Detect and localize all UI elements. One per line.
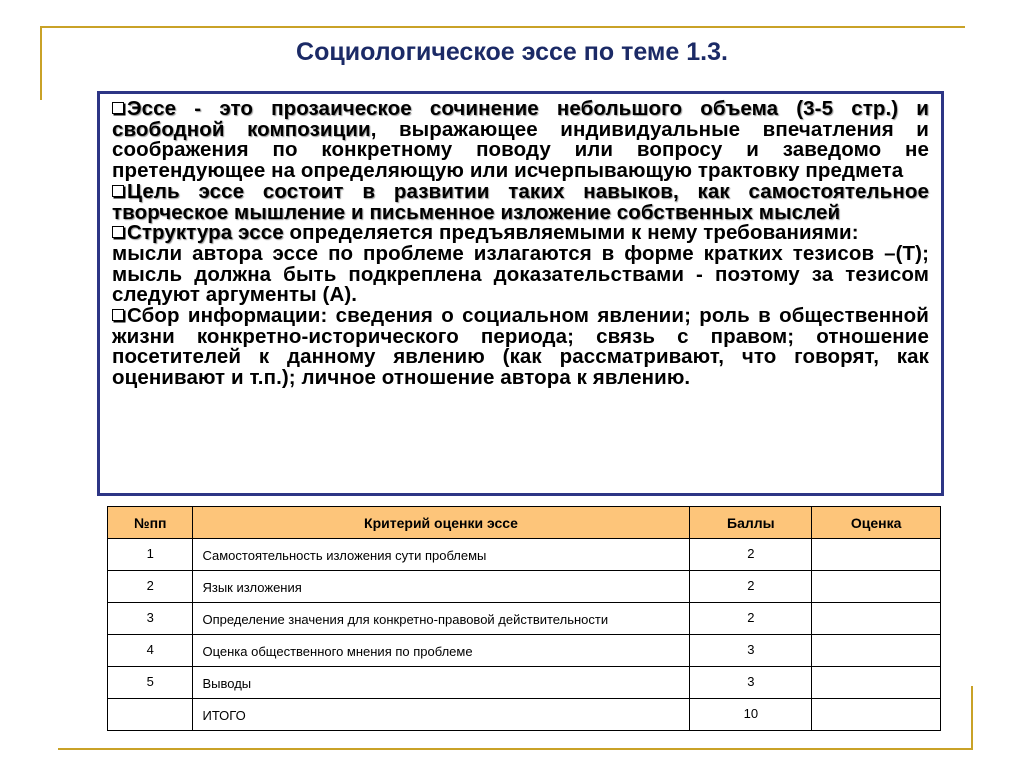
criteria-table <box>107 506 941 731</box>
table-row-total <box>108 699 941 731</box>
paragraph-definition <box>112 99 929 182</box>
row-num: 2 <box>108 571 193 603</box>
table-row <box>108 539 941 571</box>
page-title: Социологическое эссе по теме 1.3. <box>296 38 728 66</box>
paragraph-goal <box>112 179 929 224</box>
decorative-top-line <box>40 26 965 28</box>
goal-text: Цель эссе состоит в развитии таких навыков, как самостоятельное творческое мышление и письменное изложение собственных мыслей <box>112 179 929 224</box>
table-row <box>108 667 941 699</box>
row-score: 3 <box>690 635 812 667</box>
row-score: 2 <box>690 603 812 635</box>
decorative-right-line <box>971 686 973 749</box>
row-grade <box>812 603 941 635</box>
row-num: 4 <box>108 635 193 667</box>
row-num <box>108 699 193 731</box>
essay-text <box>112 99 929 389</box>
row-score: 10 <box>690 699 812 731</box>
row-grade <box>812 571 941 603</box>
header-num: №пп <box>108 507 193 539</box>
structure-rest-text: определяется предъявляемыми к нему требованиями: <box>283 221 859 245</box>
paragraph-structure <box>112 223 929 244</box>
row-score: 2 <box>690 539 812 571</box>
row-score: 3 <box>690 667 812 699</box>
row-criterion: Самостоятельность изложения сути проблемы <box>193 539 690 571</box>
checkbox-bullet-icon <box>112 226 124 238</box>
table-header-row <box>108 507 941 539</box>
paragraph-info-collection <box>112 306 929 389</box>
table-row <box>108 635 941 667</box>
row-grade <box>812 699 941 731</box>
checkbox-bullet-icon <box>112 185 124 197</box>
row-num: 1 <box>108 539 193 571</box>
row-num: 3 <box>108 603 193 635</box>
structure-bold-text: Структура эссе <box>127 221 284 245</box>
table-row <box>108 603 941 635</box>
header-score: Баллы <box>690 507 812 539</box>
row-criterion: ИТОГО <box>193 699 690 731</box>
header-grade: Оценка <box>812 507 941 539</box>
row-grade <box>812 539 941 571</box>
decorative-bottom-line <box>58 748 973 750</box>
definition-rest-text: , выражающее индивидуальные впечатления и соображения по конкретному поводу или вопросу и заведомо не претендующее на определяющую или исчерпывающую трактовку предмета <box>112 117 929 183</box>
row-grade <box>812 635 941 667</box>
row-criterion: Определение значения для конкретно-правовой действительности <box>193 603 690 635</box>
paragraph-structure-continued <box>112 241 929 307</box>
checkbox-bullet-icon <box>112 102 124 114</box>
essay-definition-box <box>97 91 944 496</box>
row-score: 2 <box>690 571 812 603</box>
header-criterion: Критерий оценки эссе <box>193 507 690 539</box>
row-criterion: Выводы <box>193 667 690 699</box>
row-num: 5 <box>108 667 193 699</box>
table-row <box>108 571 941 603</box>
structure-continued-text: мысли автора эссе по проблеме излагаются в форме кратких тезисов –(Т); мысль должна быть подкреплена доказательствами - поэтому за тезисом следуют аргументы (А). <box>112 241 929 307</box>
row-grade <box>812 667 941 699</box>
info-collection-text: Сбор информации: сведения о социальном явлении; роль в общественной жизни конкретно-исторического периода; связь с правом; отношение посетителей к данному явлению (как рассматривают, что говорят, как оценивают и т.п.); личное отношение автора к явлению. <box>112 304 929 390</box>
row-criterion: Язык изложения <box>193 571 690 603</box>
checkbox-bullet-icon <box>112 309 124 321</box>
row-criterion: Оценка общественного мнения по проблеме <box>193 635 690 667</box>
definition-bold-text: Эссе - это прозаическое сочинение небольшого объема (3-5 стр.) и свободной композиции <box>112 97 929 141</box>
